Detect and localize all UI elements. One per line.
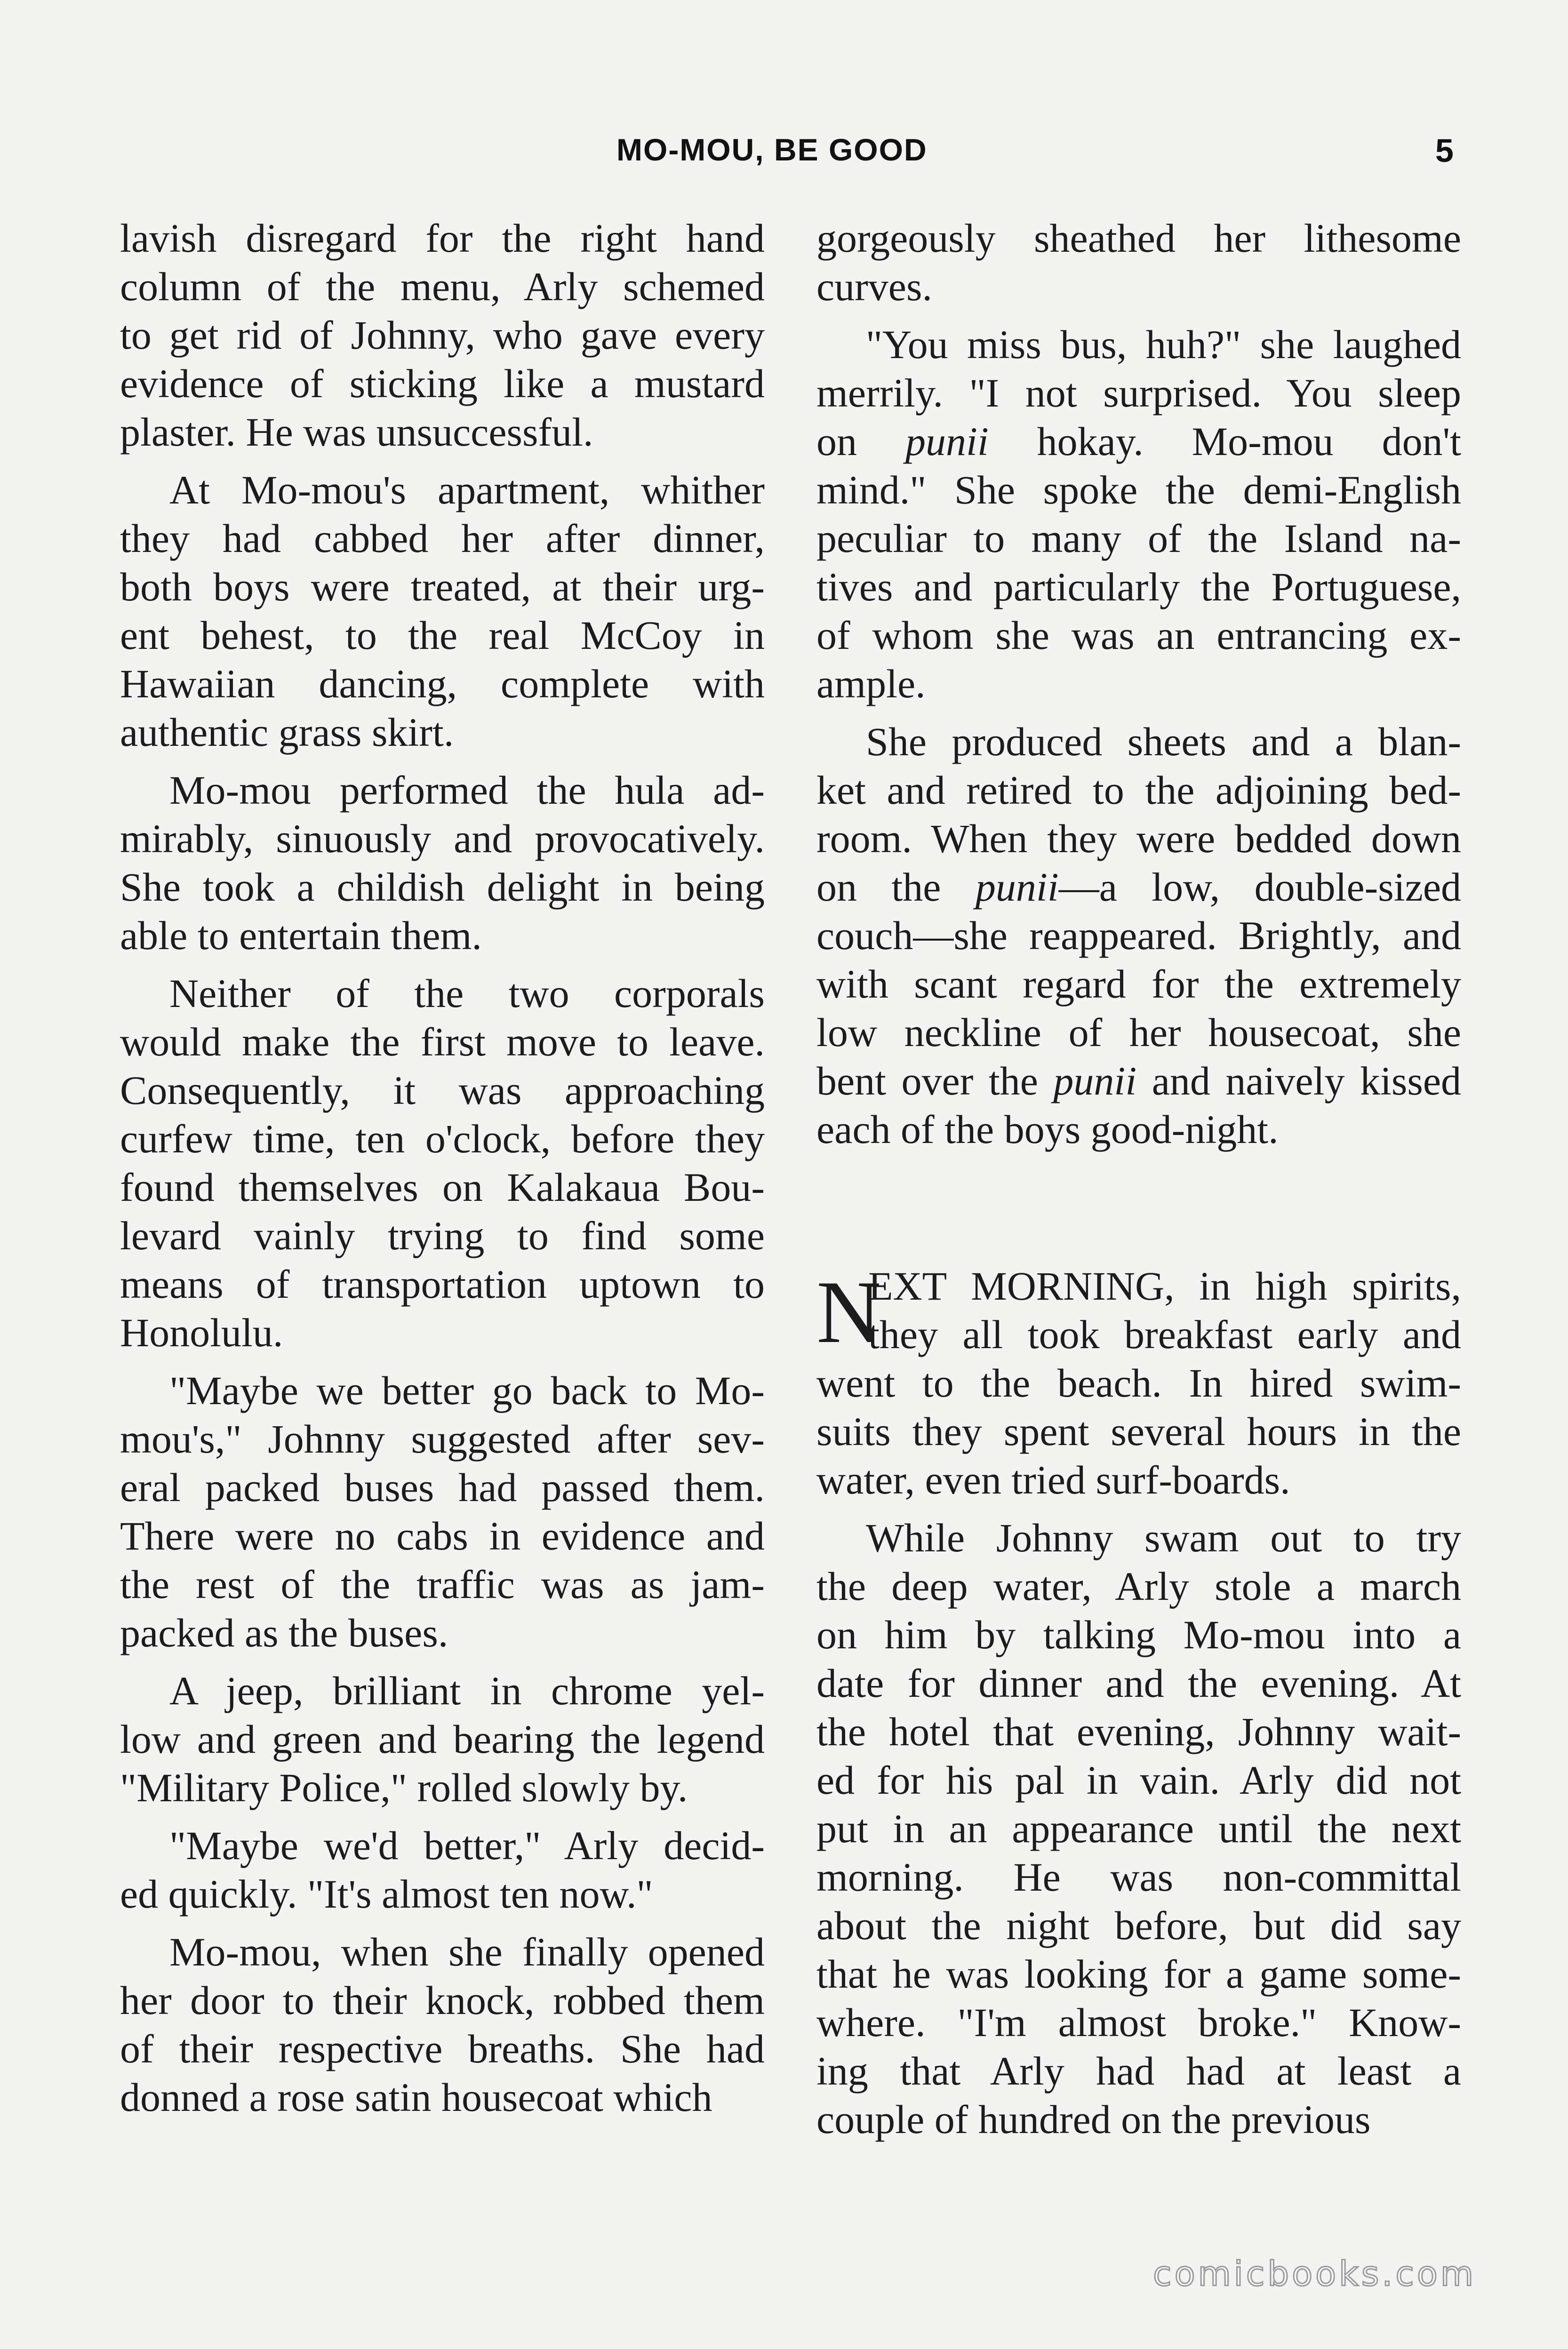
text-line: "Military Police," rolled slowly by. <box>120 1765 688 1810</box>
text-line: the hotel that evening, Johnny wait- <box>816 1709 1461 1754</box>
text-line: mou's," Johnny suggested after sev- <box>120 1416 765 1462</box>
text-line: with scant regard for the extremely <box>816 961 1461 1007</box>
text-line: put in an appearance until the next <box>816 1806 1461 1851</box>
text-line: eral packed buses had passed them. <box>120 1465 765 1510</box>
paragraph <box>816 1514 1461 2144</box>
text-line: Neither of the two corporals <box>169 971 765 1016</box>
text-line: There were no cabs in evidence and <box>120 1513 765 1558</box>
text-line: lavish disregard for the right hand <box>120 216 765 261</box>
text-line: mirably, sinuously and provocatively. <box>120 816 765 861</box>
text-line: ed quickly. "It's almost ten now." <box>120 1871 653 1917</box>
text-line: they had cabbed her after dinner, <box>120 516 765 561</box>
text-line: both boys were treated, at their urg- <box>120 564 765 609</box>
section-break <box>816 1154 1461 1262</box>
text-line: able to entertain them. <box>120 913 482 958</box>
text-line: ing that Arly had had at least a <box>816 2048 1461 2093</box>
text-line: found themselves on Kalakaua Bou- <box>120 1165 765 1210</box>
text-line: suits they spent several hours in the <box>816 1409 1461 1454</box>
text-line: "Maybe we better go back to Mo- <box>169 1368 765 1413</box>
text-line: ample. <box>816 661 926 706</box>
text-line: about the night before, but did say <box>816 1903 1461 1948</box>
text-line: Hawaiian dancing, complete with <box>120 661 765 706</box>
text-line: of their respective breaths. She had <box>120 2026 765 2071</box>
text-line: morning. He was non-committal <box>816 1854 1461 1900</box>
text-line: low and green and bearing the legend <box>120 1717 765 1762</box>
text-line: date for dinner and the evening. At <box>816 1661 1461 1706</box>
text-line: couch—she reappeared. Brightly, and <box>816 913 1461 958</box>
text-line: the deep water, Arly stole a march <box>816 1564 1461 1609</box>
text-line: they all took breakfast early and <box>868 1312 1461 1357</box>
text-line: each of the boys good-night. <box>816 1107 1279 1152</box>
text-line: donned a rose satin housecoat which <box>120 2075 712 2120</box>
text-line: to get rid of Johnny, who gave every <box>120 312 765 358</box>
paragraph <box>120 1822 765 1918</box>
text-line: Mo-mou performed the hula ad- <box>169 767 765 813</box>
text-line: Honolulu. <box>120 1310 283 1355</box>
paragraph-gap <box>120 960 765 969</box>
text-line: levard vainly trying to find some <box>120 1213 765 1258</box>
text-line: "You miss bus, huh?" she laughed <box>866 322 1461 367</box>
text-line: means of transportation uptown to <box>120 1262 765 1307</box>
paragraph-gap <box>120 757 765 766</box>
paragraph <box>120 766 765 960</box>
paragraph <box>816 718 1461 1154</box>
text-line: curves. <box>816 264 932 309</box>
running-head <box>0 127 1568 184</box>
text-line: water, even tried surf-boards. <box>816 1457 1290 1502</box>
text-line: of whom she was an entrancing ex- <box>816 613 1461 658</box>
text-line: on punii hokay. Mo-mou don't <box>816 419 1461 464</box>
text-line: her door to their knock, robbed them <box>120 1978 765 2023</box>
text-line: Mo-mou, when she finally opened <box>169 1929 765 1974</box>
text-line: authentic grass skirt. <box>120 710 454 755</box>
paragraph <box>816 214 1461 311</box>
text-line: At Mo-mou's apartment, whither <box>169 467 765 512</box>
text-line: that he was looking for a game some- <box>816 1951 1461 1997</box>
text-line: bent over the punii and naively kissed <box>816 1058 1461 1103</box>
running-title: MO-MOU, BE GOOD <box>616 132 928 167</box>
paragraph <box>120 1667 765 1812</box>
text-line: gorgeously sheathed her lithesome <box>816 216 1461 261</box>
paragraph <box>816 320 1461 708</box>
text-line: packed as the buses. <box>120 1610 448 1655</box>
text-line: evidence of sticking like a mustard <box>120 361 765 406</box>
text-line: While Johnny swam out to try <box>866 1515 1461 1560</box>
paragraph <box>120 1928 765 2122</box>
text-line: EXT MORNING, in high spirits, <box>868 1263 1461 1309</box>
paragraph-gap <box>120 1918 765 1928</box>
drop-cap: N <box>816 1263 881 1362</box>
text-line: curfew time, ten o'clock, before they <box>120 1116 765 1161</box>
paragraph <box>120 969 765 1357</box>
text-line: the rest of the traffic was as jam- <box>120 1562 765 1607</box>
text-line: ed for his pal in vain. Arly did not <box>816 1758 1461 1803</box>
text-line: plaster. He was unsuccessful. <box>120 409 593 455</box>
text-line: She produced sheets and a blan- <box>866 719 1461 764</box>
text-line: peculiar to many of the Island na- <box>816 516 1461 561</box>
text-line: couple of hundred on the previous <box>816 2097 1371 2142</box>
watermark-logo: comicbooks.com <box>1153 2254 1477 2293</box>
text-line: She took a childish delight in being <box>120 864 765 910</box>
text-line: low neckline of her housecoat, she <box>816 1010 1461 1055</box>
text-line: column of the menu, Arly schemed <box>120 264 765 309</box>
text-line: went to the beach. In hired swim- <box>816 1360 1461 1406</box>
text-line: on him by talking Mo-mou into a <box>816 1612 1461 1657</box>
text-line: merrily. "I not surprised. You sleep <box>816 370 1461 415</box>
paragraph <box>120 1366 765 1657</box>
paragraph <box>120 214 765 456</box>
left-text-column <box>120 214 765 2122</box>
paragraph-gap <box>120 456 765 466</box>
text-line: room. When they were bedded down <box>816 816 1461 861</box>
text-line: on the punii—a low, double-sized <box>816 864 1461 910</box>
text-line: Consequently, it was approaching <box>120 1068 765 1113</box>
text-line: where. "I'm almost broke." Know- <box>816 2000 1461 2045</box>
text-line: ket and retired to the adjoining bed- <box>816 767 1461 813</box>
text-line: ent behest, to the real McCoy in <box>120 613 765 658</box>
paragraph-gap <box>120 1657 765 1667</box>
right-text-column <box>816 214 1461 2144</box>
text-line: tives and particularly the Portuguese, <box>816 564 1461 609</box>
text-line: "Maybe we'd better," Arly decid- <box>169 1823 765 1868</box>
paragraph-gap <box>120 1357 765 1366</box>
text-line: mind." She spoke the demi-English <box>816 467 1461 512</box>
text-line: A jeep, brilliant in chrome yel- <box>169 1668 765 1713</box>
page-number: 5 <box>1435 132 1454 169</box>
paragraph <box>120 466 765 757</box>
paragraph-gap <box>120 1812 765 1822</box>
paragraph <box>816 1262 1461 1504</box>
paragraph-gap <box>816 708 1461 718</box>
paragraph-gap <box>816 311 1461 320</box>
text-line: would make the first move to leave. <box>120 1019 765 1064</box>
paragraph-gap <box>816 1504 1461 1514</box>
